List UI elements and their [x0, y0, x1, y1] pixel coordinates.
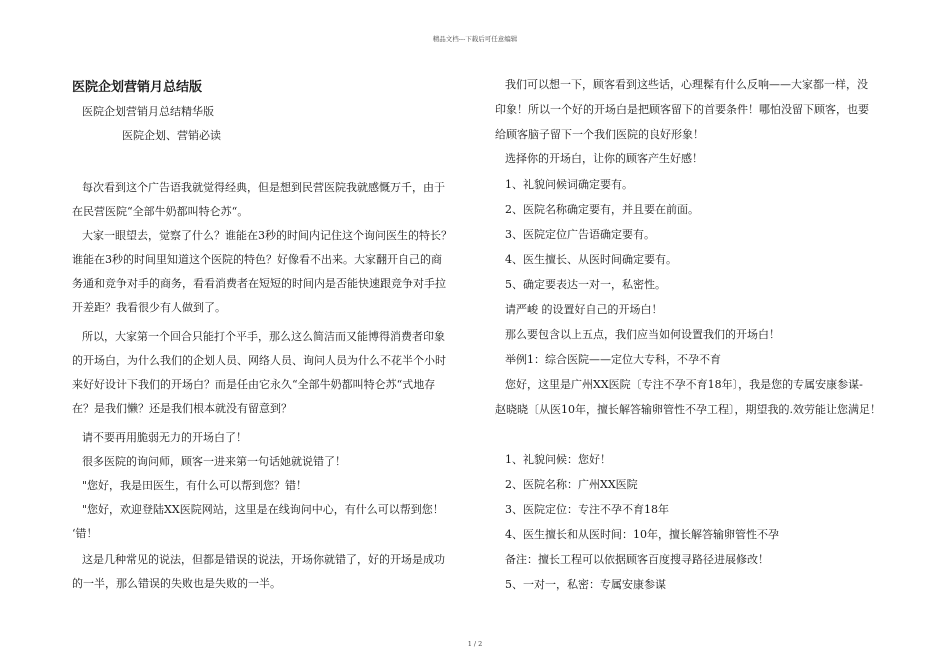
list-item: 3、医院定位：专注不孕不育18年	[505, 503, 669, 516]
paragraph-line: 赵晓晓〔从医10年，擅长解答输卵管性不孕工程〕，期望我的.效劳能让您满足！	[495, 403, 881, 416]
list-item: 1、礼貌问候词确定要有。	[505, 178, 633, 191]
paragraph-line: 的开场白，为什么我们的企划人员、网络人员、询问人员为什么不花半个小时	[72, 354, 446, 367]
paragraph-line: 每次看到这个广告语我就觉得经典，但是想到民营医院我就感慨万千，由于	[82, 181, 445, 194]
list-item: 4、医生擅长、从医时间确定要有。	[505, 253, 677, 266]
list-item: 5、确定要表达一对一，私密性。	[505, 278, 666, 291]
document-title: 医院企划营销月总结版	[72, 80, 203, 95]
paragraph-line: 请严峻 的设置好自己的开场白！	[505, 303, 663, 316]
paragraph-line: 那么要包含以上五点，我们应当如何设置我们的开场白！	[505, 328, 780, 341]
paragraph-line: 很多医院的询问师，顾客一进来第一句话她就说错了！	[82, 455, 346, 468]
subtitle-secondary: 医院企划、营销必读	[122, 129, 221, 142]
paragraph-line: 这是几种常见的说法，但都是错误的说法，开场你就错了，好的开场是成功	[82, 553, 445, 566]
paragraph-line: 的一半，那么错误的失败也是失败的一半。	[72, 577, 281, 590]
example-heading: 举例1：综合医院——定位大专科，不孕不育	[505, 353, 721, 366]
paragraph-line: 谁能在3秒的时间里知道这个医院的特色？好像看不出来。大家翻开自己的商	[72, 253, 442, 266]
page-header: 精品文档---下载后可任意编辑	[432, 35, 518, 43]
paragraph-line: 我们可以想一下，顾客看到这些话，心理髹有什么反响——大家都一样，没	[505, 78, 868, 91]
paragraph-line: 所以，大家第一个回合只能打个平手，那么这么简洁而又能博得消费者印象	[82, 330, 445, 343]
paragraph-line: 给顾客脑子留下一个我们医院的良好形象！	[495, 128, 704, 141]
paragraph-line: 开差距？我看很少有人做到了。	[72, 301, 226, 314]
paragraph-line: 在民营医院“全部牛奶都叫特仑苏“。	[72, 205, 249, 218]
paragraph-line: 请不要再用脆弱无力的开场白了！	[82, 431, 247, 444]
list-item: 3、医院定位广告语确定要有。	[505, 228, 655, 241]
list-item: 4、医生擅长和从医时间：10年，擅长解答输卵管性不孕	[505, 528, 779, 541]
paragraph-line: 选择你的开场白，让你的顾客产生好感！	[505, 152, 703, 165]
paragraph-line: 务通和竞争对手的商务，看看消费者在短短的时间内是否能快速跟竞争对手拉	[72, 277, 446, 290]
list-item: 5、一对一，私密：专属安康参谋	[505, 578, 666, 591]
paragraph-line: 您好，这里是广州XX医院〔专注不孕不育18年〕，我是您的专属安康参谋-	[505, 378, 863, 391]
paragraph-line: 印象！所以一个好的开场白是把顾客留下的首要条件！哪怕没留下顾客，也要	[495, 103, 869, 116]
note-line: 备注：擅长工程可以依据顾客百度搜寻路径进展修改！	[505, 553, 769, 566]
paragraph-line: ‘错！	[72, 527, 98, 540]
list-item: 1、礼貌问候：您好！	[505, 453, 611, 466]
paragraph-line: "您好，我是田医生，有什么可以帮到您？错！	[82, 479, 308, 492]
subtitle: 医院企划营销月总结精华版	[82, 105, 214, 118]
list-item: 2、医院名称确定要有，并且要在前面。	[505, 203, 699, 216]
page-number: 1 / 2	[467, 640, 483, 648]
list-item: 2、医院名称：广州XX医院	[505, 478, 638, 491]
paragraph-line: "您好，欢迎登陆XX医院网站，这里是在线询问中心，有什么可以帮到您！	[82, 503, 444, 516]
paragraph-line: 来好好设计下我们的开场白？而是任由它永久“全部牛奶都叫特仑苏“式地存	[72, 378, 436, 391]
paragraph-line: 大家一眼望去，觉察了什么？谁能在3秒的时间内记住这个询问医生的特长？	[82, 229, 452, 242]
paragraph-line: 在？是我们懒？还是我们根本就没有留意到？	[72, 402, 292, 415]
